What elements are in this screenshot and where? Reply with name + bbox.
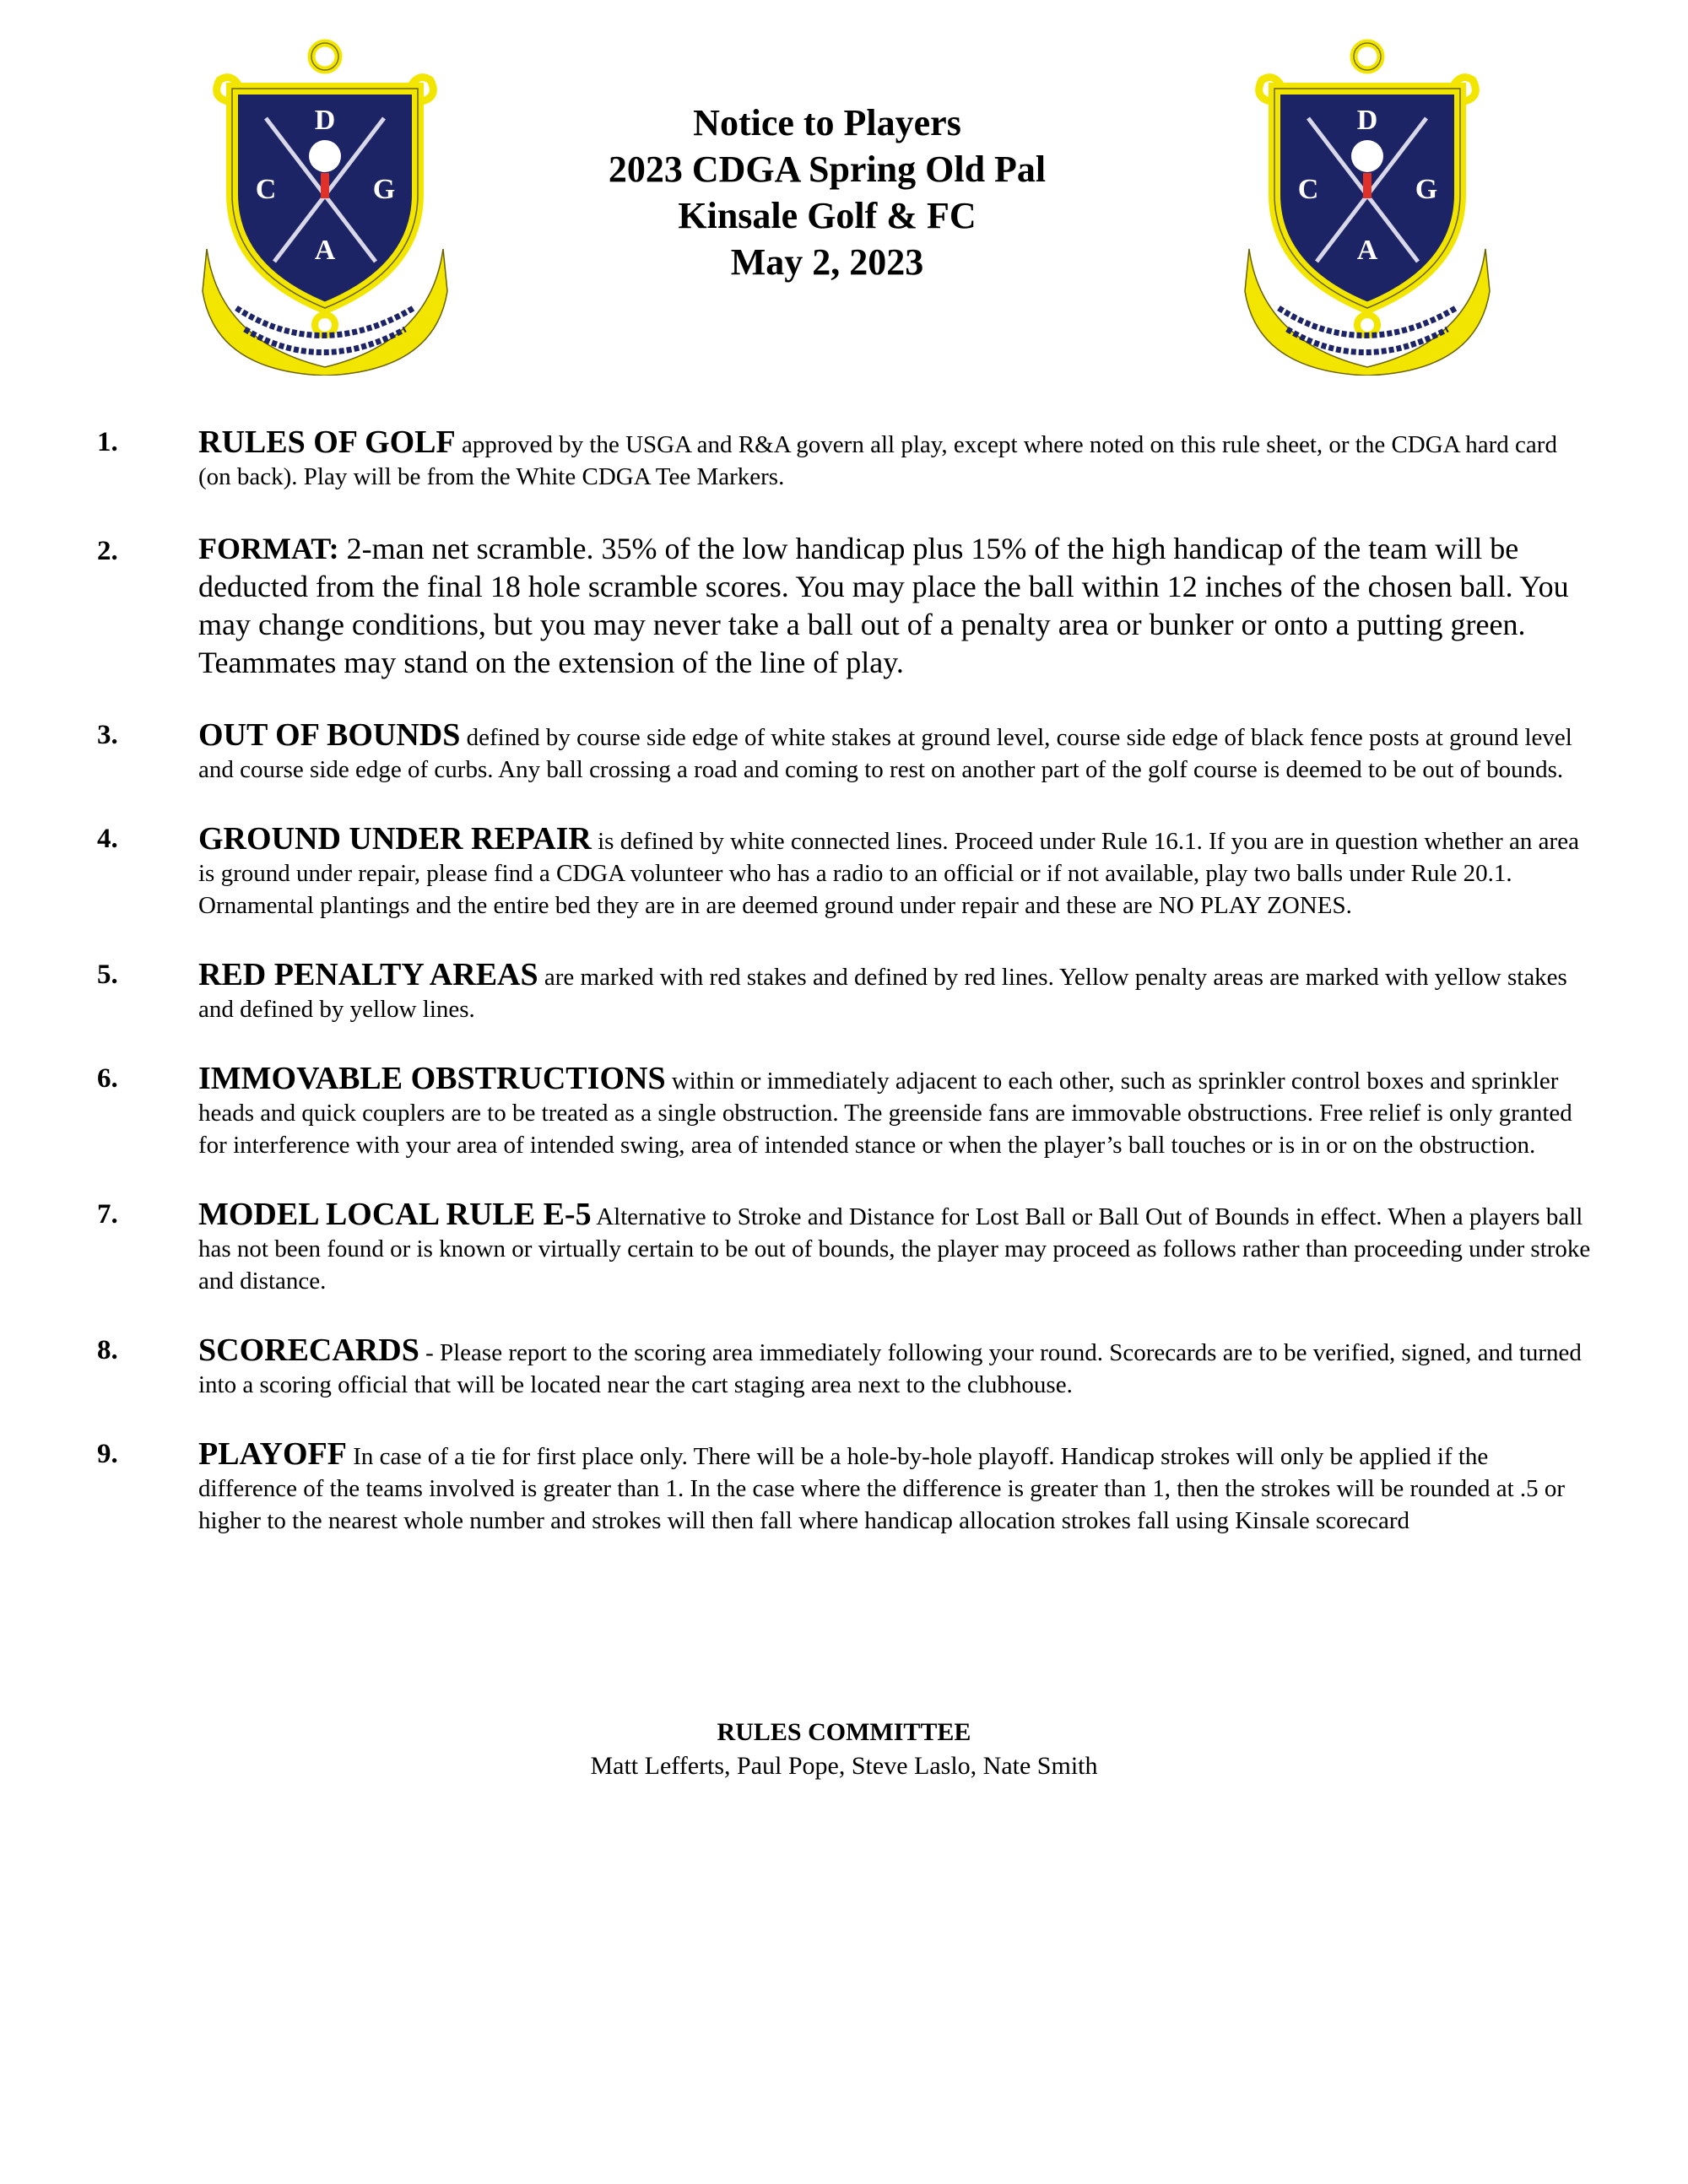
rule-heading: IMMOVABLE OBSTRUCTIONS bbox=[198, 1061, 666, 1096]
rule-number: 4. bbox=[97, 824, 118, 854]
rule-item bbox=[97, 1062, 1591, 1161]
svg-text:G: G bbox=[372, 174, 396, 205]
rules-committee bbox=[0, 1716, 1688, 1783]
svg-text:D: D bbox=[314, 105, 336, 136]
rule-item bbox=[97, 1334, 1591, 1401]
rule-number: 8. bbox=[97, 1335, 118, 1365]
notice-header bbox=[506, 100, 1148, 285]
svg-text:G: G bbox=[1415, 174, 1438, 205]
svg-text:A: A bbox=[1356, 235, 1378, 266]
rule-item bbox=[97, 1438, 1591, 1537]
rule-body: are marked with red stakes and defined by red lines. Yellow penalty areas are marked with yellow stakes and defined by yellow lines. bbox=[198, 964, 1567, 1023]
svg-text:C: C bbox=[1297, 174, 1319, 205]
rule-item bbox=[97, 823, 1591, 922]
svg-text:D: D bbox=[1356, 105, 1378, 136]
rule-item bbox=[97, 426, 1591, 493]
rules-list bbox=[97, 426, 1591, 1574]
rule-item bbox=[97, 959, 1591, 1025]
rule-item bbox=[97, 530, 1591, 682]
cdga-logo-right bbox=[1236, 38, 1498, 376]
rule-number: 6. bbox=[97, 1063, 118, 1094]
rule-body: is defined by white connected lines. Proceed under Rule 16.1. If you are in question whether an area is ground under repair, please find a CDGA volunteer who has a radio to an official or if not available, play two balls under Rule 20.1. Ornamental plantings and the entire bed they are in are deemed ground under repair and these are NO PLAY ZONES. bbox=[198, 828, 1579, 919]
header-venue: Kinsale Golf & FC bbox=[678, 195, 977, 236]
header-date: May 2, 2023 bbox=[730, 241, 924, 283]
rule-body: defined by course side edge of white stakes at ground level, course side edge of black fence posts at ground level and course side edge of curbs. Any ball crossing a road and coming to rest on another part of the golf course is deemed to be out of bounds. bbox=[198, 724, 1572, 783]
cdga-logo-left bbox=[194, 38, 456, 376]
rule-body: Alternative to Stroke and Distance for Lost Ball or Ball Out of Bounds in effect. When a players ball has not been found or is known or virtually certain to be out of bounds, the player may proceed as follows rather than proceeding under stroke and distance. bbox=[198, 1203, 1591, 1295]
rule-number: 9. bbox=[97, 1439, 118, 1469]
rule-item bbox=[97, 1198, 1591, 1297]
svg-text:A: A bbox=[314, 235, 336, 266]
rule-body: within or immediately adjacent to each other, such as sprinkler control boxes and sprinkler heads and quick couplers are to be treated as a single obstruction. The greenside fans are immovable obstructions. Free relief is only granted for interference with your area of intended swing, area of intended stance or when the player’s ball touches or is in or on the obstruction. bbox=[198, 1068, 1572, 1159]
rule-heading: PLAYOFF bbox=[198, 1436, 347, 1472]
rule-heading: RULES OF GOLF bbox=[198, 424, 456, 460]
rule-heading: GROUND UNDER REPAIR bbox=[198, 821, 592, 857]
header-title: Notice to Players bbox=[693, 102, 961, 143]
committee-members: Matt Lefferts, Paul Pope, Steve Laslo, Nate Smith bbox=[590, 1752, 1098, 1780]
committee-title: RULES COMMITTEE bbox=[717, 1718, 971, 1746]
rule-item bbox=[97, 719, 1591, 786]
svg-text:C: C bbox=[255, 174, 277, 205]
rule-body: 2-man net scramble. 35% of the low handicap plus 15% of the high handicap of the team will be deducted from the final 18 hole scramble scores. You may place the ball within 12 inches of the chosen ball. You may change conditions, but you may never take a ball out of a penalty area or bunker or onto a putting green. Teammates may stand on the extension of the line of play. bbox=[198, 532, 1569, 679]
rule-number: 2. bbox=[97, 536, 118, 566]
rule-heading: FORMAT: bbox=[198, 532, 339, 565]
rule-heading: OUT OF BOUNDS bbox=[198, 717, 461, 753]
rule-number: 5. bbox=[97, 960, 118, 990]
rule-body: - Please report to the scoring area immediately following your round. Scorecards are to be verified, signed, and turned into a scoring official that will be located near the cart staging area next to the clubhouse. bbox=[198, 1339, 1582, 1398]
rule-heading: RED PENALTY AREAS bbox=[198, 957, 538, 992]
rule-heading: SCORECARDS bbox=[198, 1333, 419, 1368]
rule-number: 1. bbox=[97, 427, 118, 457]
rule-heading: MODEL LOCAL RULE E-5 bbox=[198, 1197, 592, 1232]
header-event: 2023 CDGA Spring Old Pal bbox=[608, 149, 1047, 190]
rule-body: approved by the USGA and R&A govern all play, except where noted on this rule sheet, or the CDGA hard card (on back). Play will be from the White CDGA Tee Markers. bbox=[198, 431, 1557, 490]
rule-number: 7. bbox=[97, 1199, 118, 1230]
rule-body: In case of a tie for first place only. There will be a hole-by-hole playoff. Handicap strokes will only be applied if the difference of the teams involved is greater than 1. In the case where the difference is greater than 1, then the strokes will be rounded at .5 or higher to the nearest whole number and strokes will then fall where handicap allocation strokes fall using Kinsale scorecard bbox=[198, 1443, 1566, 1534]
rule-number: 3. bbox=[97, 720, 118, 750]
